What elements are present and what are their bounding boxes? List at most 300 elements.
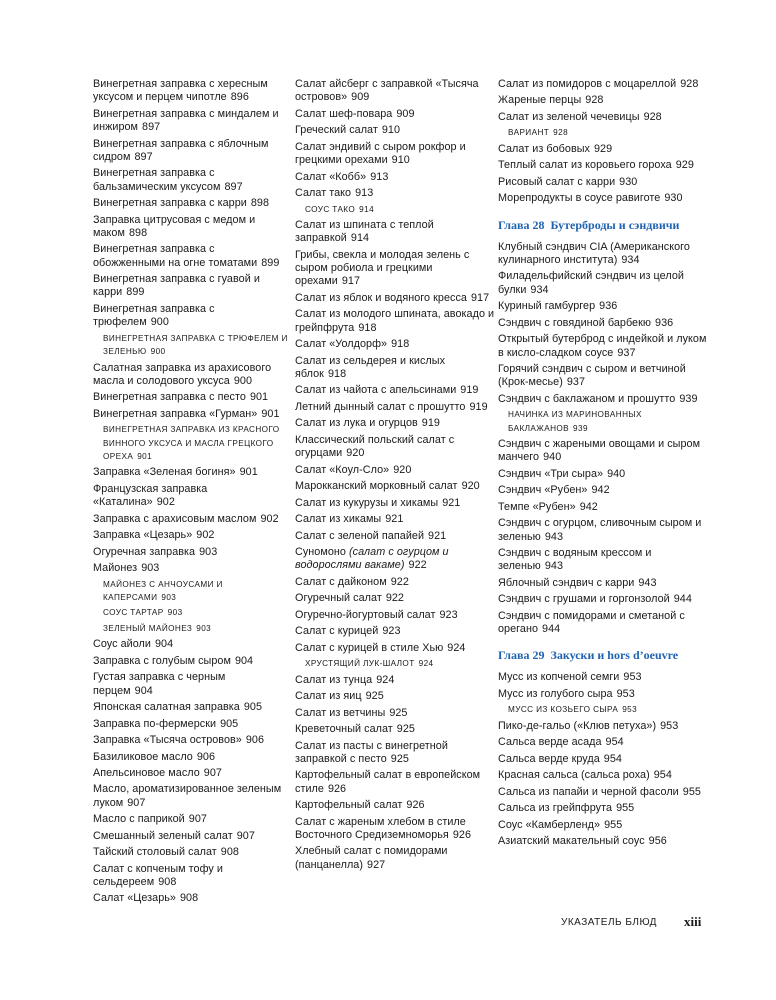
- entry-page-number: 926: [406, 799, 425, 812]
- entry-title: Салат из тунца: [295, 673, 373, 686]
- entry-title: Салат с зеленой папайей: [295, 529, 425, 542]
- index-subentry: [103, 606, 288, 619]
- index-entry: [93, 846, 288, 859]
- entry-page-number: 897: [142, 121, 161, 134]
- index-entry: [93, 529, 288, 542]
- entry-page-number: 913: [355, 187, 374, 200]
- entry-title: Салат из лука и огурцов: [295, 417, 418, 430]
- entry-title: Яблочный сэндвич с карри: [498, 576, 635, 589]
- entry-title: НАЧИНКА ИЗ МАРИНОВАННЫХ БАКЛАЖАНОВ: [508, 410, 642, 433]
- entry-page-number: 900: [150, 316, 169, 329]
- entry-title: Винегретная заправка с миндалем и инжиром: [93, 107, 279, 134]
- index-entry: [295, 292, 495, 305]
- entry-page-number: 900: [150, 347, 166, 357]
- entry-title: Французская заправка «Каталина»: [93, 482, 208, 509]
- entry-page-number: 901: [261, 407, 280, 420]
- entry-page-number: 940: [607, 467, 626, 480]
- index-entry: [93, 655, 288, 668]
- entry-title: Сэндвич с баклажаном и прошутто: [498, 392, 676, 405]
- entry-page-number: 954: [603, 752, 622, 765]
- entry-page-number: 953: [622, 705, 638, 715]
- entry-page-number: 955: [616, 802, 635, 815]
- index-subentry: [508, 703, 713, 716]
- index-entry: [295, 417, 495, 430]
- entry-page-number: 929: [594, 142, 613, 155]
- index-entry: [295, 308, 495, 335]
- entry-title: Салат «Кобб»: [295, 170, 367, 183]
- index-entry: [498, 438, 713, 465]
- entry-page-number: 907: [203, 766, 222, 779]
- entry-page-number: 955: [604, 818, 623, 831]
- entry-title: Масло с паприкой: [93, 813, 185, 826]
- entry-page-number: 920: [346, 447, 365, 460]
- entry-page-number: 907: [188, 813, 207, 826]
- index-entry: [295, 497, 495, 510]
- entry-page-number: 924: [376, 673, 395, 686]
- index-entry: [498, 468, 713, 481]
- entry-page-number: 956: [648, 835, 667, 848]
- entry-page-number: 908: [220, 846, 239, 859]
- index-entry: [93, 892, 288, 905]
- index-subentry: [305, 657, 495, 670]
- entry-title: Салат из пасты с винегретной заправкой с песто: [295, 739, 448, 765]
- entry-title: ХРУСТЯЩИЙ ЛУК-ШАЛОТ: [305, 659, 415, 669]
- index-entry: [498, 688, 713, 701]
- entry-page-number: 953: [623, 671, 642, 684]
- entry-title: МАЙОНЕЗ С АНЧОУСАМИ И КАПЕРСАМИ: [103, 579, 223, 602]
- index-entry: [295, 355, 495, 382]
- index-entry: [93, 671, 288, 698]
- index-entry: [498, 769, 713, 782]
- index-entry: [295, 546, 495, 573]
- index-entry: [295, 530, 495, 543]
- index-entry: [295, 249, 495, 289]
- entry-page-number: 934: [530, 283, 549, 296]
- entry-title: Сальса верде круда: [498, 752, 600, 765]
- entry-title: Сэндвич с водяным крессом и зеленью: [498, 547, 652, 573]
- index-entry: [498, 393, 713, 406]
- entry-title: Салат с курицей в стиле Хью: [295, 641, 444, 654]
- index-entry: [93, 483, 288, 510]
- entry-title: Винегретная заправка с гуавой и карри: [93, 273, 260, 299]
- entry-page-number: 928: [680, 78, 699, 90]
- index-entry: [93, 108, 288, 135]
- index-entry: [498, 671, 713, 684]
- entry-title: Креветочный салат: [295, 723, 393, 736]
- index-entry: [498, 577, 713, 590]
- entry-page-number: 923: [382, 625, 401, 638]
- index-entry: [498, 94, 713, 107]
- entry-page-number: 943: [544, 560, 563, 573]
- index-entry: [93, 813, 288, 826]
- entry-page-number: 918: [327, 367, 347, 380]
- entry-page-number: 944: [673, 593, 692, 606]
- chapter-heading: [498, 218, 713, 232]
- index-entry: [295, 816, 495, 843]
- index-subentry: [103, 423, 288, 463]
- entry-title: Салат с копченым тофу и сельдереем: [93, 862, 223, 888]
- index-entry: [93, 138, 288, 165]
- index-entry: [498, 176, 713, 189]
- entry-title: Салатная заправка из арахисового масла и солодового уксуса: [93, 361, 272, 387]
- index-entry: [93, 546, 288, 559]
- index-subentry: [305, 203, 495, 216]
- entry-title: Летний дынный салат с прошутто: [295, 400, 466, 413]
- entry-page-number: 908: [158, 876, 177, 888]
- entry-page-number: 925: [365, 690, 384, 703]
- entry-title: Салат эндивий с сыром рокфор и грецкими орехами: [295, 140, 466, 167]
- entry-title: Салат из кукурузы и хикамы: [295, 496, 439, 509]
- index-entry: [295, 723, 495, 736]
- index-entry: [498, 547, 713, 574]
- entry-title: Сальса из папайи и черной фасоли: [498, 785, 679, 798]
- entry-page-number: 906: [196, 750, 216, 763]
- entry-title: Заправка «Тысяча островов»: [93, 734, 242, 747]
- entry-title: Заправка «Зеленая богиня»: [93, 466, 236, 479]
- index-entry: [295, 78, 495, 105]
- index-entry: [295, 338, 495, 351]
- entry-title: СОУС ТАРТАР: [103, 608, 164, 618]
- entry-page-number: 919: [460, 384, 479, 397]
- entry-title: Суномоно: [295, 546, 350, 559]
- index-entry: [498, 736, 713, 749]
- entry-page-number: 901: [137, 451, 153, 461]
- entry-title: Сэндвич с жареными овощами и сыром манчего: [498, 438, 701, 464]
- entry-page-number: 902: [260, 512, 279, 525]
- entry-title: Сэндвич с говядиной барбекю: [498, 316, 652, 329]
- index-entry: [498, 802, 713, 815]
- index-entry: [498, 484, 713, 497]
- entry-title: Сэндвич «Рубен»: [498, 484, 588, 497]
- entry-title: Винегретная заправка с яблочным сидром: [93, 137, 269, 163]
- index-subentry: [508, 408, 713, 435]
- index-column-3: [498, 78, 713, 852]
- entry-title: Сэндвич с помидорами и сметаной с орегано: [498, 609, 685, 636]
- index-entry: [295, 576, 495, 589]
- entry-page-number: 913: [370, 170, 389, 183]
- entry-page-number: 906: [245, 734, 265, 747]
- index-entry: [498, 593, 713, 606]
- index-entry: [93, 391, 288, 404]
- entry-title: Винегретная заправка с трюфелем: [93, 302, 215, 329]
- entry-title: Японская салатная заправка: [93, 701, 240, 714]
- index-entry: [498, 192, 713, 205]
- entry-page-number: 936: [655, 316, 674, 329]
- entry-page-number: 918: [358, 321, 377, 334]
- entry-page-number: 914: [350, 232, 370, 245]
- entry-title: Сэндвич с огурцом, сливочным сыром и зеленью: [498, 517, 702, 543]
- entry-page-number: 925: [390, 752, 409, 765]
- entry-title: Греческий салат: [295, 124, 378, 137]
- entry-page-number: 902: [156, 496, 175, 509]
- entry-title: Огуречно-йогуртовый салат: [295, 608, 436, 621]
- entry-title: Пико-де-гальо («Клюв петуха»): [498, 719, 657, 732]
- index-entry: [93, 466, 288, 479]
- entry-title: Куриный гамбургер: [498, 300, 596, 313]
- entry-page-number: 921: [428, 529, 447, 542]
- index-entry: [295, 799, 495, 812]
- index-entry: [295, 769, 495, 796]
- entry-title: Масло, ароматизированное зеленым луком: [93, 783, 282, 809]
- entry-page-number: 943: [544, 530, 563, 543]
- index-column-1: [93, 78, 288, 909]
- index-entry: [93, 734, 288, 747]
- index-entry: [295, 674, 495, 687]
- index-entry: [498, 241, 713, 268]
- entry-page-number: 910: [391, 154, 410, 167]
- index-entry: [295, 480, 495, 493]
- chapter-heading: [498, 648, 713, 662]
- index-entry: [498, 270, 713, 297]
- entry-page-number: 922: [385, 592, 404, 605]
- index-entry: [498, 501, 713, 514]
- entry-title: Картофельный салат: [295, 799, 403, 812]
- entry-title: Салат шеф-повара: [295, 107, 393, 120]
- index-entry: [498, 753, 713, 766]
- index-entry: [498, 835, 713, 848]
- index-entry: [498, 517, 713, 544]
- index-entry: [295, 707, 495, 720]
- entry-page-number: 923: [439, 608, 458, 621]
- index-entry: [93, 830, 288, 843]
- entry-title: Винегретная заправка с бальзамическим уксусом: [93, 167, 221, 193]
- entry-page-number: 903: [141, 562, 160, 575]
- entry-title: Винегретная заправка с обожженными на огне томатами: [93, 243, 258, 269]
- index-entry: [93, 167, 288, 194]
- entry-title-italic: (салат с огурцом и водорослями вакаме): [295, 546, 449, 572]
- entry-title: Азиатский макательный соус: [498, 835, 645, 848]
- entry-page-number: 901: [239, 466, 258, 479]
- entry-page-number: 928: [643, 110, 662, 123]
- entry-title: Заправка с арахисовым маслом: [93, 512, 257, 525]
- entry-page-number: 904: [155, 638, 174, 651]
- entry-title: Сальса из грейпфрута: [498, 802, 613, 815]
- entry-page-number: 922: [390, 575, 409, 588]
- index-entry: [498, 610, 713, 637]
- entry-title: Горячий сэндвич с сыром и ветчиной (Крок-месье): [498, 363, 686, 389]
- chapter-number: Глава 29: [498, 648, 545, 663]
- entry-page-number: 907: [127, 796, 146, 809]
- index-entry: [93, 214, 288, 241]
- entry-page-number: 917: [341, 275, 361, 288]
- entry-title: Морепродукты в соусе равиготе: [498, 192, 661, 205]
- entry-title: Винегретная заправка «Гурман»: [93, 407, 258, 420]
- entry-page-number: 942: [591, 484, 610, 497]
- entry-page-number: 942: [579, 500, 598, 513]
- index-entry: [93, 408, 288, 421]
- index-entry: [295, 401, 495, 414]
- entry-page-number: 907: [236, 829, 255, 842]
- index-entry: [295, 690, 495, 703]
- entry-title: Майонез: [93, 562, 138, 575]
- entry-title: Апельсиновое масло: [93, 766, 200, 779]
- entry-page-number: 937: [566, 376, 586, 389]
- entry-page-number: 924: [418, 659, 434, 669]
- entry-page-number: 953: [660, 719, 679, 732]
- index-entry: [295, 384, 495, 397]
- entry-page-number: 918: [391, 338, 410, 351]
- entry-page-number: 930: [664, 192, 683, 205]
- entry-title: Салат из яблок и водяного кресса: [295, 291, 467, 304]
- entry-page-number: 917: [470, 291, 490, 304]
- index-entry: [295, 592, 495, 605]
- entry-title: Огуречный салат: [295, 592, 382, 605]
- entry-page-number: 921: [442, 496, 461, 509]
- index-entry: [295, 219, 495, 246]
- entry-page-number: 905: [220, 717, 239, 730]
- index-subentry: [508, 126, 713, 139]
- entry-page-number: 955: [682, 785, 701, 798]
- entry-page-number: 920: [461, 480, 480, 493]
- entry-page-number: 902: [196, 529, 215, 542]
- entry-page-number: 944: [542, 623, 561, 636]
- index-column-2: [295, 78, 495, 875]
- entry-page-number: 898: [128, 226, 148, 239]
- index-entry: [93, 243, 288, 270]
- entry-page-number: 900: [233, 374, 253, 387]
- entry-title: Заправка по-фермерски: [93, 717, 217, 730]
- index-entry: [93, 197, 288, 210]
- entry-title: Мусс из голубого сыра: [498, 687, 613, 700]
- entry-page-number: 904: [234, 654, 254, 667]
- entry-title: Салат с жареным хлебом в стиле Восточного Средиземноморья: [295, 815, 466, 841]
- entry-page-number: 898: [250, 197, 270, 210]
- index-entry: [295, 845, 495, 872]
- index-entry: [498, 159, 713, 172]
- entry-title: Классический польский салат с огурцами: [295, 433, 455, 460]
- entry-page-number: 934: [621, 253, 640, 266]
- entry-page-number: 936: [599, 300, 618, 313]
- entry-page-number: 954: [605, 736, 624, 749]
- index-entry: [93, 863, 288, 890]
- entry-title: Теплый салат из коровьего гороха: [498, 159, 672, 172]
- entry-title: ВИНЕГРЕТНАЯ ЗАПРАВКА ИЗ КРАСНОГО ВИННОГО УКСУСА И МАСЛА ГРЕЦКОГО ОРЕХА: [103, 425, 280, 461]
- entry-title: Соус «Камберленд»: [498, 818, 601, 831]
- entry-page-number: 903: [199, 545, 218, 558]
- index-entry: [498, 819, 713, 832]
- entry-title: Винегретная заправка с карри: [93, 197, 247, 210]
- index-entry: [498, 317, 713, 330]
- index-entry: [498, 720, 713, 733]
- index-subentry: [103, 622, 288, 635]
- entry-page-number: 922: [408, 559, 427, 572]
- entry-page-number: 903: [196, 623, 212, 633]
- chapter-number: Глава 28: [498, 217, 545, 232]
- entry-page-number: 928: [585, 94, 604, 107]
- entry-title: Смешанный зеленый салат: [93, 829, 233, 842]
- entry-page-number: 919: [469, 400, 488, 413]
- entry-page-number: 903: [161, 592, 177, 602]
- entry-title: Салат из молодого шпината, авокадо и грейпфрута: [295, 308, 495, 334]
- index-subentry: [103, 332, 288, 359]
- index-entry: [295, 625, 495, 638]
- entry-page-number: 921: [385, 513, 404, 526]
- entry-page-number: 905: [243, 701, 263, 714]
- entry-title: Салат из хикамы: [295, 513, 382, 526]
- index-entry: [93, 783, 288, 810]
- entry-page-number: 925: [396, 723, 415, 736]
- entry-page-number: 897: [134, 150, 153, 163]
- entry-page-number: 939: [573, 423, 588, 433]
- entry-title: ВАРИАНТ: [508, 128, 550, 138]
- entry-page-number: 896: [230, 91, 249, 104]
- index-entry: [295, 434, 495, 461]
- entry-title: Марокканский морковный салат: [295, 480, 458, 493]
- entry-title: Салат из ветчины: [295, 706, 386, 719]
- entry-title: Тайский столовый салат: [93, 846, 217, 859]
- entry-title: Заправка «Цезарь»: [93, 529, 193, 542]
- entry-title: Салат из бобовых: [498, 142, 590, 155]
- entry-title: Картофельный салат в европейском стиле: [295, 769, 481, 795]
- entry-title: Сэндвич с грушами и горгонзолой: [498, 593, 670, 606]
- entry-title: Салат «Цезарь»: [93, 892, 176, 905]
- entry-page-number: 909: [396, 107, 415, 120]
- entry-page-number: 899: [126, 286, 145, 299]
- index-entry: [498, 363, 713, 390]
- entry-title: Салат с курицей: [295, 625, 379, 638]
- entry-page-number: 919: [421, 417, 440, 430]
- index-entry: [295, 171, 495, 184]
- entry-page-number: 926: [452, 829, 471, 841]
- index-entry: [498, 333, 713, 360]
- entry-title: Клубный сэндвич CIA (Американского кулинарного института): [498, 240, 690, 266]
- entry-title: Сэндвич «Три сыра»: [498, 467, 604, 480]
- entry-title: Салат тако: [295, 187, 352, 200]
- entry-title: Салат «Коул-Сло»: [295, 463, 390, 476]
- index-entry: [93, 638, 288, 651]
- index-entry: [295, 609, 495, 622]
- index-entry: [93, 273, 288, 300]
- entry-page-number: 899: [261, 256, 280, 269]
- entry-title: Салат из яиц: [295, 690, 362, 703]
- index-entry: [93, 701, 288, 714]
- entry-page-number: 927: [367, 858, 386, 871]
- entry-title: Салат из зеленой чечевицы: [498, 110, 640, 123]
- index-entry: [295, 464, 495, 477]
- entry-page-number: 928: [553, 128, 569, 138]
- entry-title: Салат айсберг с заправкой «Тысяча островов»: [295, 78, 479, 104]
- entry-title: Грибы, свекла и молодая зелень с сыром робиола и грецкими орехами: [295, 248, 470, 288]
- index-entry: [295, 187, 495, 200]
- index-entry: [93, 718, 288, 731]
- index-entry: [93, 78, 288, 105]
- index-entry: [295, 108, 495, 121]
- entry-page-number: 901: [249, 391, 269, 404]
- entry-page-number: 937: [617, 346, 636, 359]
- index-entry: [93, 562, 288, 575]
- entry-page-number: 929: [675, 159, 694, 172]
- entry-title: Хлебный салат с помидорами (панцанелла): [295, 845, 448, 871]
- entry-title: Мусс из копченой семги: [498, 671, 620, 684]
- entry-title: Темпе «Рубен»: [498, 500, 576, 513]
- index-entry: [295, 141, 495, 168]
- entry-title: Филадельфийский сэндвич из целой булки: [498, 270, 684, 296]
- running-footer-title: УКАЗАТЕЛЬ БЛЮД: [561, 917, 657, 928]
- index-entry: [498, 143, 713, 156]
- entry-page-number: 924: [447, 641, 466, 654]
- index-entry: [295, 740, 495, 767]
- index-entry: [295, 513, 495, 526]
- entry-title: Салат из помидоров с моцареллой: [498, 78, 677, 90]
- entry-page-number: 914: [359, 204, 375, 214]
- entry-title: СОУС ТАКО: [305, 204, 356, 214]
- entry-title: Жареные перцы: [498, 94, 582, 107]
- entry-page-number: 908: [179, 892, 199, 905]
- entry-title: Красная сальса (сальса роха): [498, 769, 650, 782]
- entry-title: Винегретная заправка с песто: [93, 391, 246, 404]
- index-entry: [498, 78, 713, 91]
- entry-page-number: 925: [389, 706, 408, 719]
